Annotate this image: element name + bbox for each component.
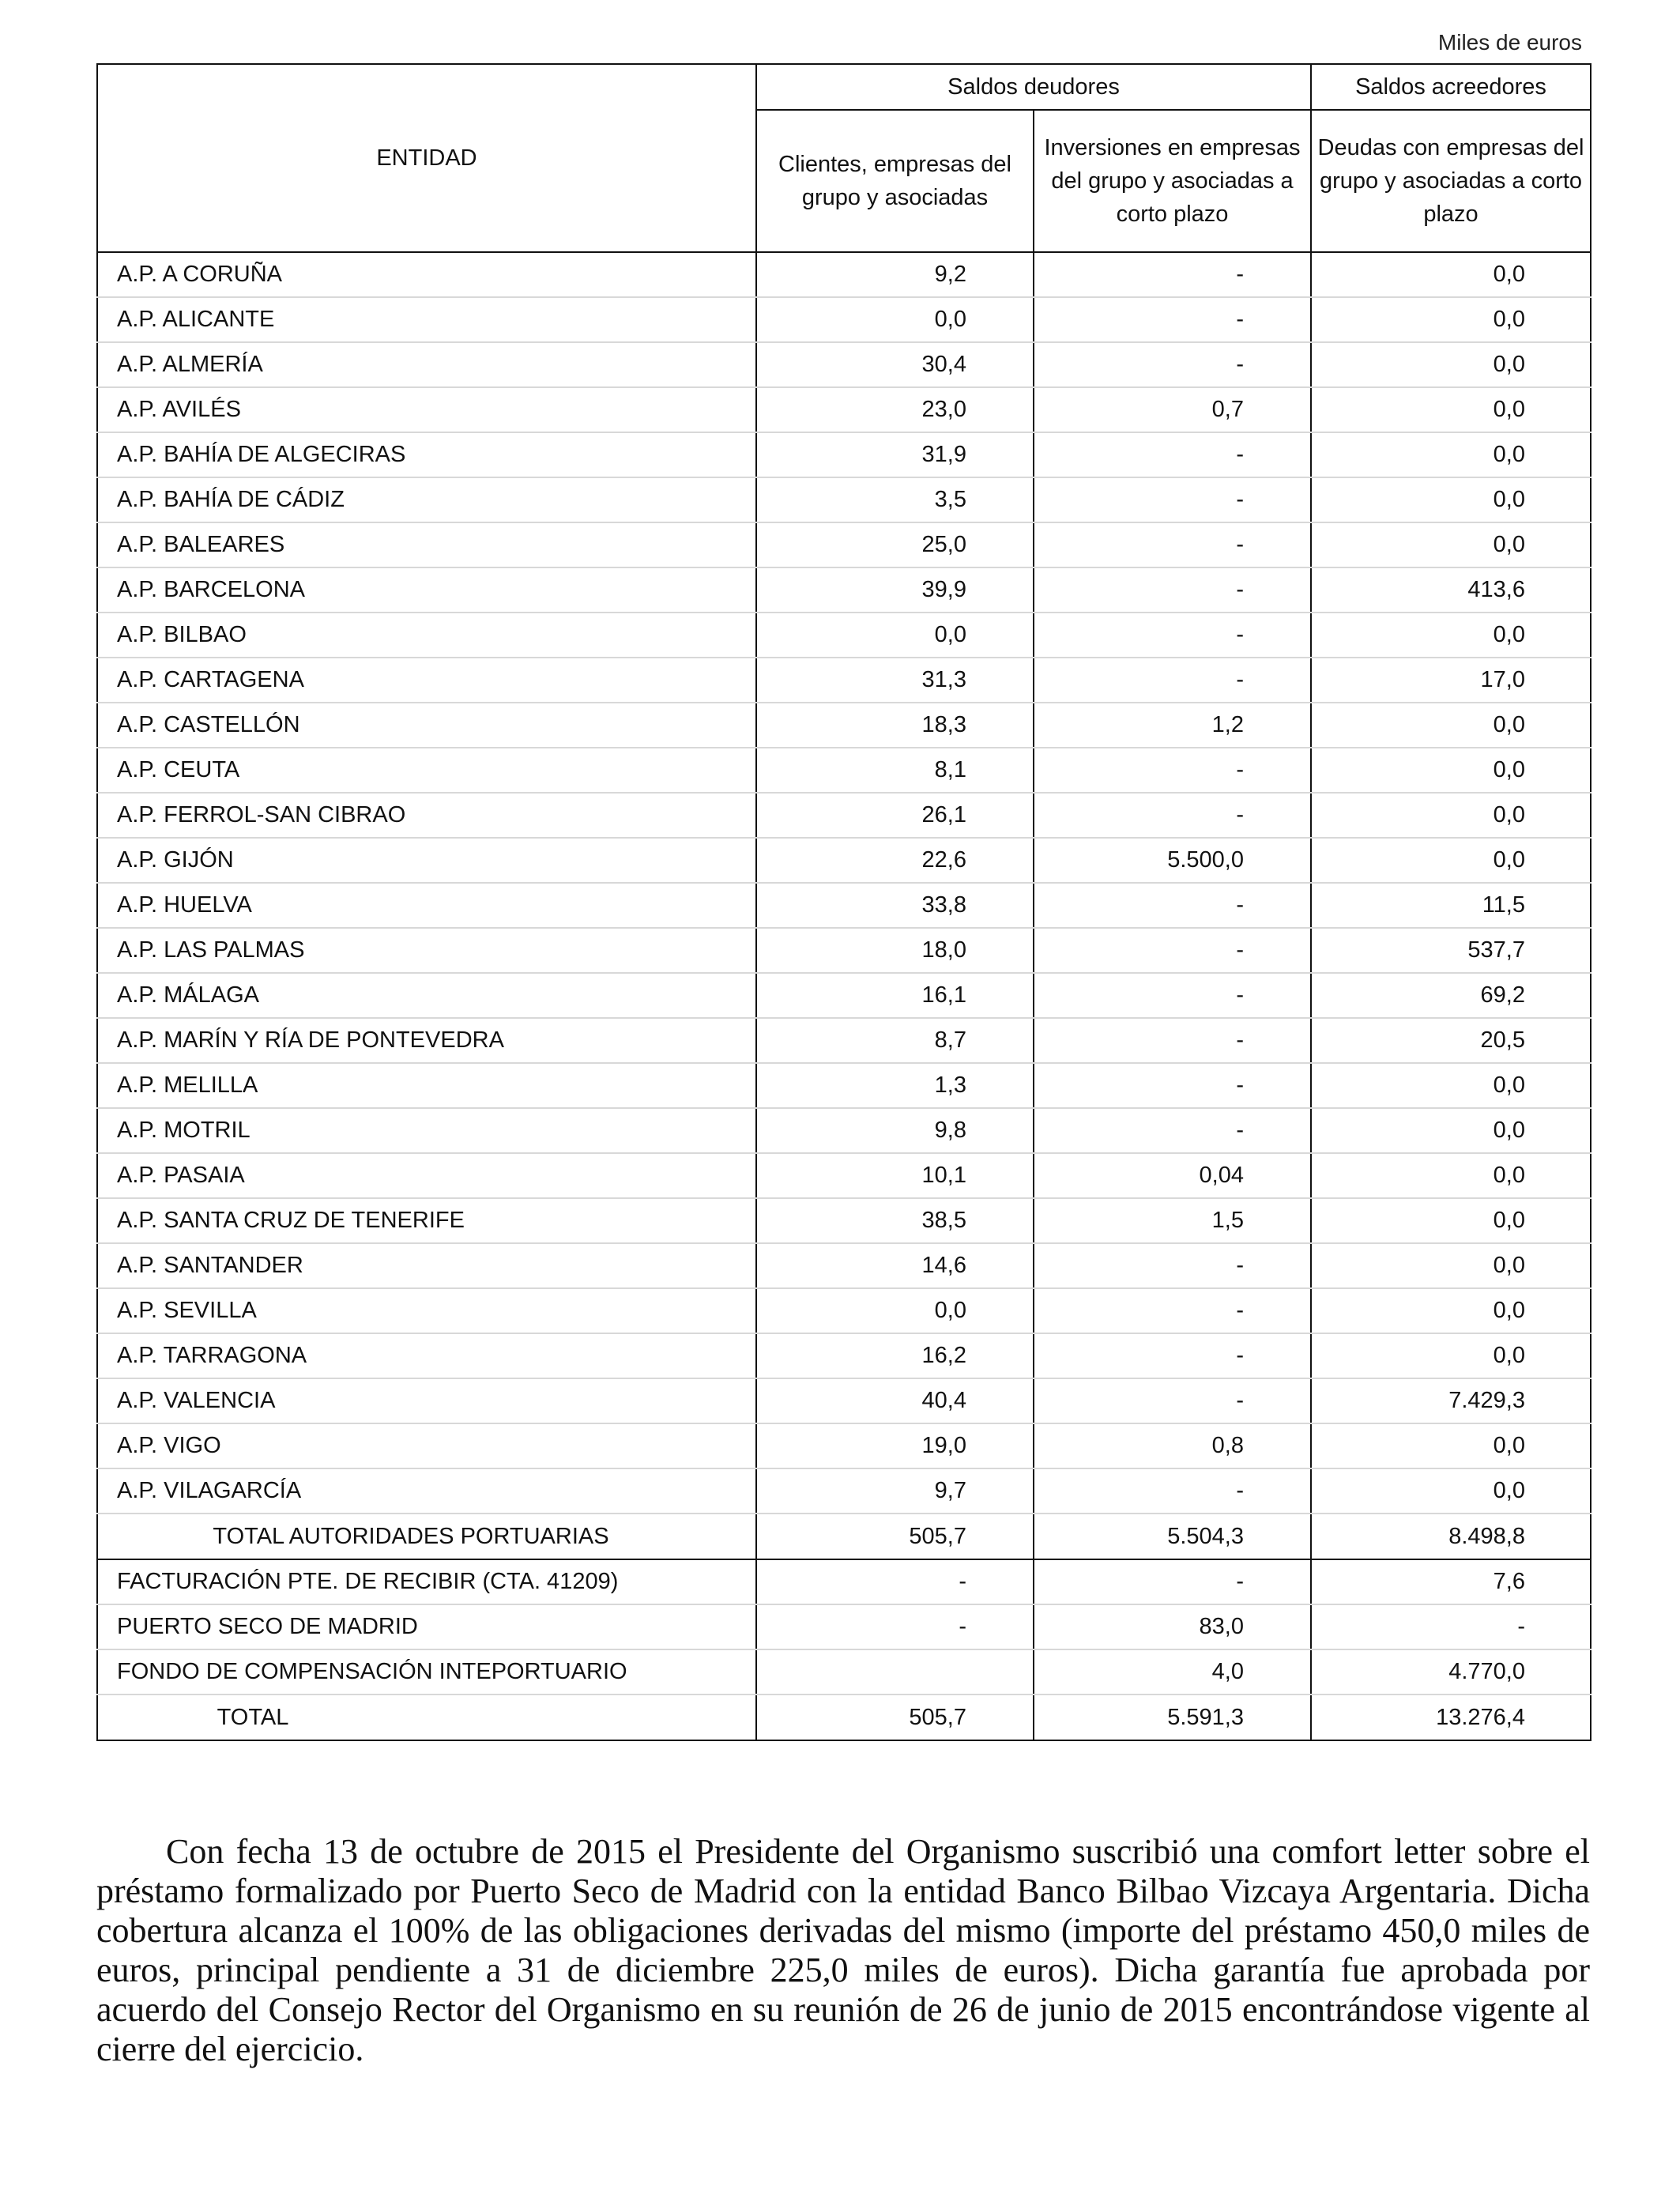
entity-name-cell: PUERTO SECO DE MADRID: [97, 1604, 756, 1649]
clients-value-cell: 0,0: [756, 613, 1034, 658]
investments-value-cell: -: [1034, 1108, 1311, 1153]
table-row: [97, 883, 1591, 928]
entity-name-cell: A.P. BAHÍA DE CÁDIZ: [97, 477, 756, 522]
table-row: [97, 658, 1591, 703]
investments-value-cell: -: [1034, 928, 1311, 973]
clients-value-cell: 9,8: [756, 1108, 1034, 1153]
debts-value-cell: 0,0: [1311, 1423, 1591, 1468]
debts-value-cell: 7,6: [1311, 1559, 1591, 1604]
debts-value-cell: 0,0: [1311, 838, 1591, 883]
clients-value-cell: [756, 1649, 1034, 1695]
entity-name-cell: A.P. BARCELONA: [97, 567, 756, 613]
debts-value-cell: 17,0: [1311, 658, 1591, 703]
debts-value-cell: -: [1311, 1604, 1591, 1649]
clients-value-cell: 38,5: [756, 1198, 1034, 1243]
table-row: [97, 387, 1591, 432]
table-row: [97, 703, 1591, 748]
table-row: [97, 297, 1591, 342]
entity-name-cell: A.P. VALENCIA: [97, 1378, 756, 1423]
entity-name-cell: A.P. BAHÍA DE ALGECIRAS: [97, 432, 756, 477]
investments-value-cell: -: [1034, 297, 1311, 342]
clients-value-cell: -: [756, 1604, 1034, 1649]
clients-value-cell: 0,0: [756, 1288, 1034, 1333]
clients-value-cell: 1,3: [756, 1063, 1034, 1108]
investments-value-cell: -: [1034, 658, 1311, 703]
table-row: [97, 838, 1591, 883]
investments-value-cell: -: [1034, 252, 1311, 297]
header-creditor-balances: Saldos acreedores: [1311, 64, 1591, 110]
clients-value-cell: 39,9: [756, 567, 1034, 613]
investments-value-cell: 0,04: [1034, 1153, 1311, 1198]
table-row: [97, 252, 1591, 297]
table-row: [97, 748, 1591, 793]
investments-value-cell: -: [1034, 1243, 1311, 1288]
investments-value-cell: -: [1034, 973, 1311, 1018]
investments-value-cell: -: [1034, 1063, 1311, 1108]
table-row: [97, 1063, 1591, 1108]
entity-name-cell: A.P. VIGO: [97, 1423, 756, 1468]
entity-name-cell: A.P. SANTANDER: [97, 1243, 756, 1288]
clients-value-cell: 3,5: [756, 477, 1034, 522]
table-row: [97, 342, 1591, 387]
subtotal-label: TOTAL AUTORIDADES PORTUARIAS: [97, 1514, 756, 1559]
entity-name-cell: A.P. FERROL-SAN CIBRAO: [97, 793, 756, 838]
table-row: [97, 973, 1591, 1018]
table-row: [97, 1423, 1591, 1468]
entity-name-cell: FONDO DE COMPENSACIÓN INTEPORTUARIO: [97, 1649, 756, 1695]
subtotal-investments: 5.504,3: [1034, 1514, 1311, 1559]
entity-name-cell: A.P. LAS PALMAS: [97, 928, 756, 973]
subtotal-clients: 505,7: [756, 1514, 1034, 1559]
table-row: [97, 1468, 1591, 1514]
investments-value-cell: -: [1034, 342, 1311, 387]
table-row: [97, 1153, 1591, 1198]
debts-value-cell: 0,0: [1311, 1288, 1591, 1333]
debts-value-cell: 0,0: [1311, 1108, 1591, 1153]
investments-value-cell: 1,2: [1034, 703, 1311, 748]
clients-value-cell: 16,1: [756, 973, 1034, 1018]
investments-value-cell: -: [1034, 793, 1311, 838]
debts-value-cell: 69,2: [1311, 973, 1591, 1018]
table-row: [97, 1108, 1591, 1153]
table-row: [97, 522, 1591, 567]
total-debts: 13.276,4: [1311, 1695, 1591, 1740]
investments-value-cell: 4,0: [1034, 1649, 1311, 1695]
investments-value-cell: -: [1034, 1018, 1311, 1063]
port-authority-rows: [97, 252, 1591, 1514]
entity-name-cell: A.P. BILBAO: [97, 613, 756, 658]
table-row: [97, 1198, 1591, 1243]
clients-value-cell: 18,0: [756, 928, 1034, 973]
entity-name-cell: A.P. MELILLA: [97, 1063, 756, 1108]
debts-value-cell: 0,0: [1311, 1063, 1591, 1108]
debts-value-cell: 0,0: [1311, 387, 1591, 432]
debts-value-cell: 7.429,3: [1311, 1378, 1591, 1423]
clients-value-cell: 40,4: [756, 1378, 1034, 1423]
debts-value-cell: 0,0: [1311, 297, 1591, 342]
debts-value-cell: 0,0: [1311, 1243, 1591, 1288]
balances-table: [96, 63, 1591, 1741]
investments-value-cell: -: [1034, 1378, 1311, 1423]
investments-value-cell: -: [1034, 883, 1311, 928]
entity-name-cell: FACTURACIÓN PTE. DE RECIBIR (CTA. 41209): [97, 1559, 756, 1604]
entity-name-cell: A.P. VILAGARCÍA: [97, 1468, 756, 1514]
entity-name-cell: A.P. CARTAGENA: [97, 658, 756, 703]
investments-value-cell: -: [1034, 1333, 1311, 1378]
entity-name-cell: A.P. MÁLAGA: [97, 973, 756, 1018]
table-row: [97, 1333, 1591, 1378]
entity-name-cell: A.P. AVILÉS: [97, 387, 756, 432]
clients-value-cell: 26,1: [756, 793, 1034, 838]
table-row: [97, 1018, 1591, 1063]
clients-value-cell: 30,4: [756, 342, 1034, 387]
total-clients: 505,7: [756, 1695, 1034, 1740]
debts-value-cell: 0,0: [1311, 432, 1591, 477]
grand-total-row: [97, 1695, 1591, 1740]
clients-value-cell: 23,0: [756, 387, 1034, 432]
clients-value-cell: 9,2: [756, 252, 1034, 297]
entity-name-cell: A.P. GIJÓN: [97, 838, 756, 883]
debts-value-cell: 20,5: [1311, 1018, 1591, 1063]
clients-value-cell: 9,7: [756, 1468, 1034, 1514]
debts-value-cell: 413,6: [1311, 567, 1591, 613]
header-entity: ENTIDAD: [97, 64, 756, 252]
entity-name-cell: A.P. CASTELLÓN: [97, 703, 756, 748]
table-row: [97, 1243, 1591, 1288]
debts-value-cell: 0,0: [1311, 613, 1591, 658]
investments-value-cell: -: [1034, 567, 1311, 613]
investments-value-cell: 1,5: [1034, 1198, 1311, 1243]
investments-value-cell: -: [1034, 1468, 1311, 1514]
clients-value-cell: 0,0: [756, 297, 1034, 342]
units-label: Miles de euros: [1437, 30, 1582, 55]
clients-value-cell: 8,1: [756, 748, 1034, 793]
debts-value-cell: 0,0: [1311, 1198, 1591, 1243]
debts-value-cell: 0,0: [1311, 477, 1591, 522]
subtotal-section: [97, 1514, 1591, 1559]
table-row: [97, 613, 1591, 658]
investments-value-cell: 83,0: [1034, 1604, 1311, 1649]
investments-value-cell: -: [1034, 1559, 1311, 1604]
paragraph-text: Con fecha 13 de octubre de 2015 el Presidente del Organismo suscribió una comfort letter sobre el préstamo formalizado por Puerto Seco de Madrid con la entidad Banco Bilbao Vizcaya Argentaria. Dicha cobertura alcanza el 100% de las obligaciones derivadas del mismo (importe del préstamo 450,0 miles de euros, principal pendiente a 31 de diciembre 225,0 miles de euros). Dicha garantía fue aprobada por acuerdo del Consejo Rector del Organismo en su reunión de 26 de junio de 2015 encontrándose vigente al cierre del ejercicio.: [96, 1832, 1590, 2068]
table-row: [97, 1288, 1591, 1333]
entity-name-cell: A.P. BALEARES: [97, 522, 756, 567]
clients-value-cell: 31,3: [756, 658, 1034, 703]
investments-value-cell: -: [1034, 432, 1311, 477]
entity-name-cell: A.P. HUELVA: [97, 883, 756, 928]
investments-value-cell: -: [1034, 477, 1311, 522]
investments-value-cell: -: [1034, 1288, 1311, 1333]
debts-value-cell: 0,0: [1311, 1153, 1591, 1198]
clients-value-cell: 31,9: [756, 432, 1034, 477]
table-row: [97, 928, 1591, 973]
debts-value-cell: 0,0: [1311, 522, 1591, 567]
debts-value-cell: 0,0: [1311, 748, 1591, 793]
investments-value-cell: 0,8: [1034, 1423, 1311, 1468]
debts-value-cell: 0,0: [1311, 252, 1591, 297]
clients-value-cell: 22,6: [756, 838, 1034, 883]
table-header: [97, 64, 1591, 252]
clients-value-cell: 18,3: [756, 703, 1034, 748]
debts-value-cell: 4.770,0: [1311, 1649, 1591, 1695]
header-col-clients: Clientes, empresas del grupo y asociadas: [756, 110, 1034, 252]
clients-value-cell: 16,2: [756, 1333, 1034, 1378]
table-row: [97, 567, 1591, 613]
entity-name-cell: A.P. TARRAGONA: [97, 1333, 756, 1378]
clients-value-cell: 10,1: [756, 1153, 1034, 1198]
table-row: [97, 1649, 1591, 1695]
table-row: [97, 432, 1591, 477]
entity-name-cell: A.P. SANTA CRUZ DE TENERIFE: [97, 1198, 756, 1243]
total-section: [97, 1695, 1591, 1740]
entity-name-cell: A.P. CEUTA: [97, 748, 756, 793]
debts-value-cell: 0,0: [1311, 1333, 1591, 1378]
subtotal-debts: 8.498,8: [1311, 1514, 1591, 1559]
debts-value-cell: 0,0: [1311, 1468, 1591, 1514]
investments-value-cell: 5.500,0: [1034, 838, 1311, 883]
clients-value-cell: -: [756, 1559, 1034, 1604]
clients-value-cell: 25,0: [756, 522, 1034, 567]
investments-value-cell: 0,7: [1034, 387, 1311, 432]
header-col-debts: Deudas con empresas del grupo y asociadas a corto plazo: [1311, 110, 1591, 252]
entity-name-cell: A.P. PASAIA: [97, 1153, 756, 1198]
table-row: [97, 793, 1591, 838]
total-investments: 5.591,3: [1034, 1695, 1311, 1740]
entity-name-cell: A.P. MARÍN Y RÍA DE PONTEVEDRA: [97, 1018, 756, 1063]
table-row: [97, 1378, 1591, 1423]
header-col-investments: Inversiones en empresas del grupo y asociadas a corto plazo: [1034, 110, 1311, 252]
debts-value-cell: 0,0: [1311, 793, 1591, 838]
clients-value-cell: 8,7: [756, 1018, 1034, 1063]
table-row: [97, 1604, 1591, 1649]
table-row: [97, 477, 1591, 522]
subtotal-row: [97, 1514, 1591, 1559]
total-label: TOTAL: [97, 1695, 756, 1740]
clients-value-cell: 14,6: [756, 1243, 1034, 1288]
entity-name-cell: A.P. A CORUÑA: [97, 252, 756, 297]
entity-name-cell: A.P. ALMERÍA: [97, 342, 756, 387]
entity-name-cell: A.P. MOTRIL: [97, 1108, 756, 1153]
entity-name-cell: A.P. SEVILLA: [97, 1288, 756, 1333]
debts-value-cell: 0,0: [1311, 703, 1591, 748]
clients-value-cell: 33,8: [756, 883, 1034, 928]
investments-value-cell: -: [1034, 522, 1311, 567]
debts-value-cell: 11,5: [1311, 883, 1591, 928]
entity-name-cell: A.P. ALICANTE: [97, 297, 756, 342]
table-row: [97, 1559, 1591, 1604]
header-debtor-balances: Saldos deudores: [756, 64, 1311, 110]
investments-value-cell: -: [1034, 748, 1311, 793]
body-paragraph: [96, 1832, 1590, 2069]
debts-value-cell: 0,0: [1311, 342, 1591, 387]
debts-value-cell: 537,7: [1311, 928, 1591, 973]
other-entity-rows: [97, 1559, 1591, 1695]
investments-value-cell: -: [1034, 613, 1311, 658]
clients-value-cell: 19,0: [756, 1423, 1034, 1468]
